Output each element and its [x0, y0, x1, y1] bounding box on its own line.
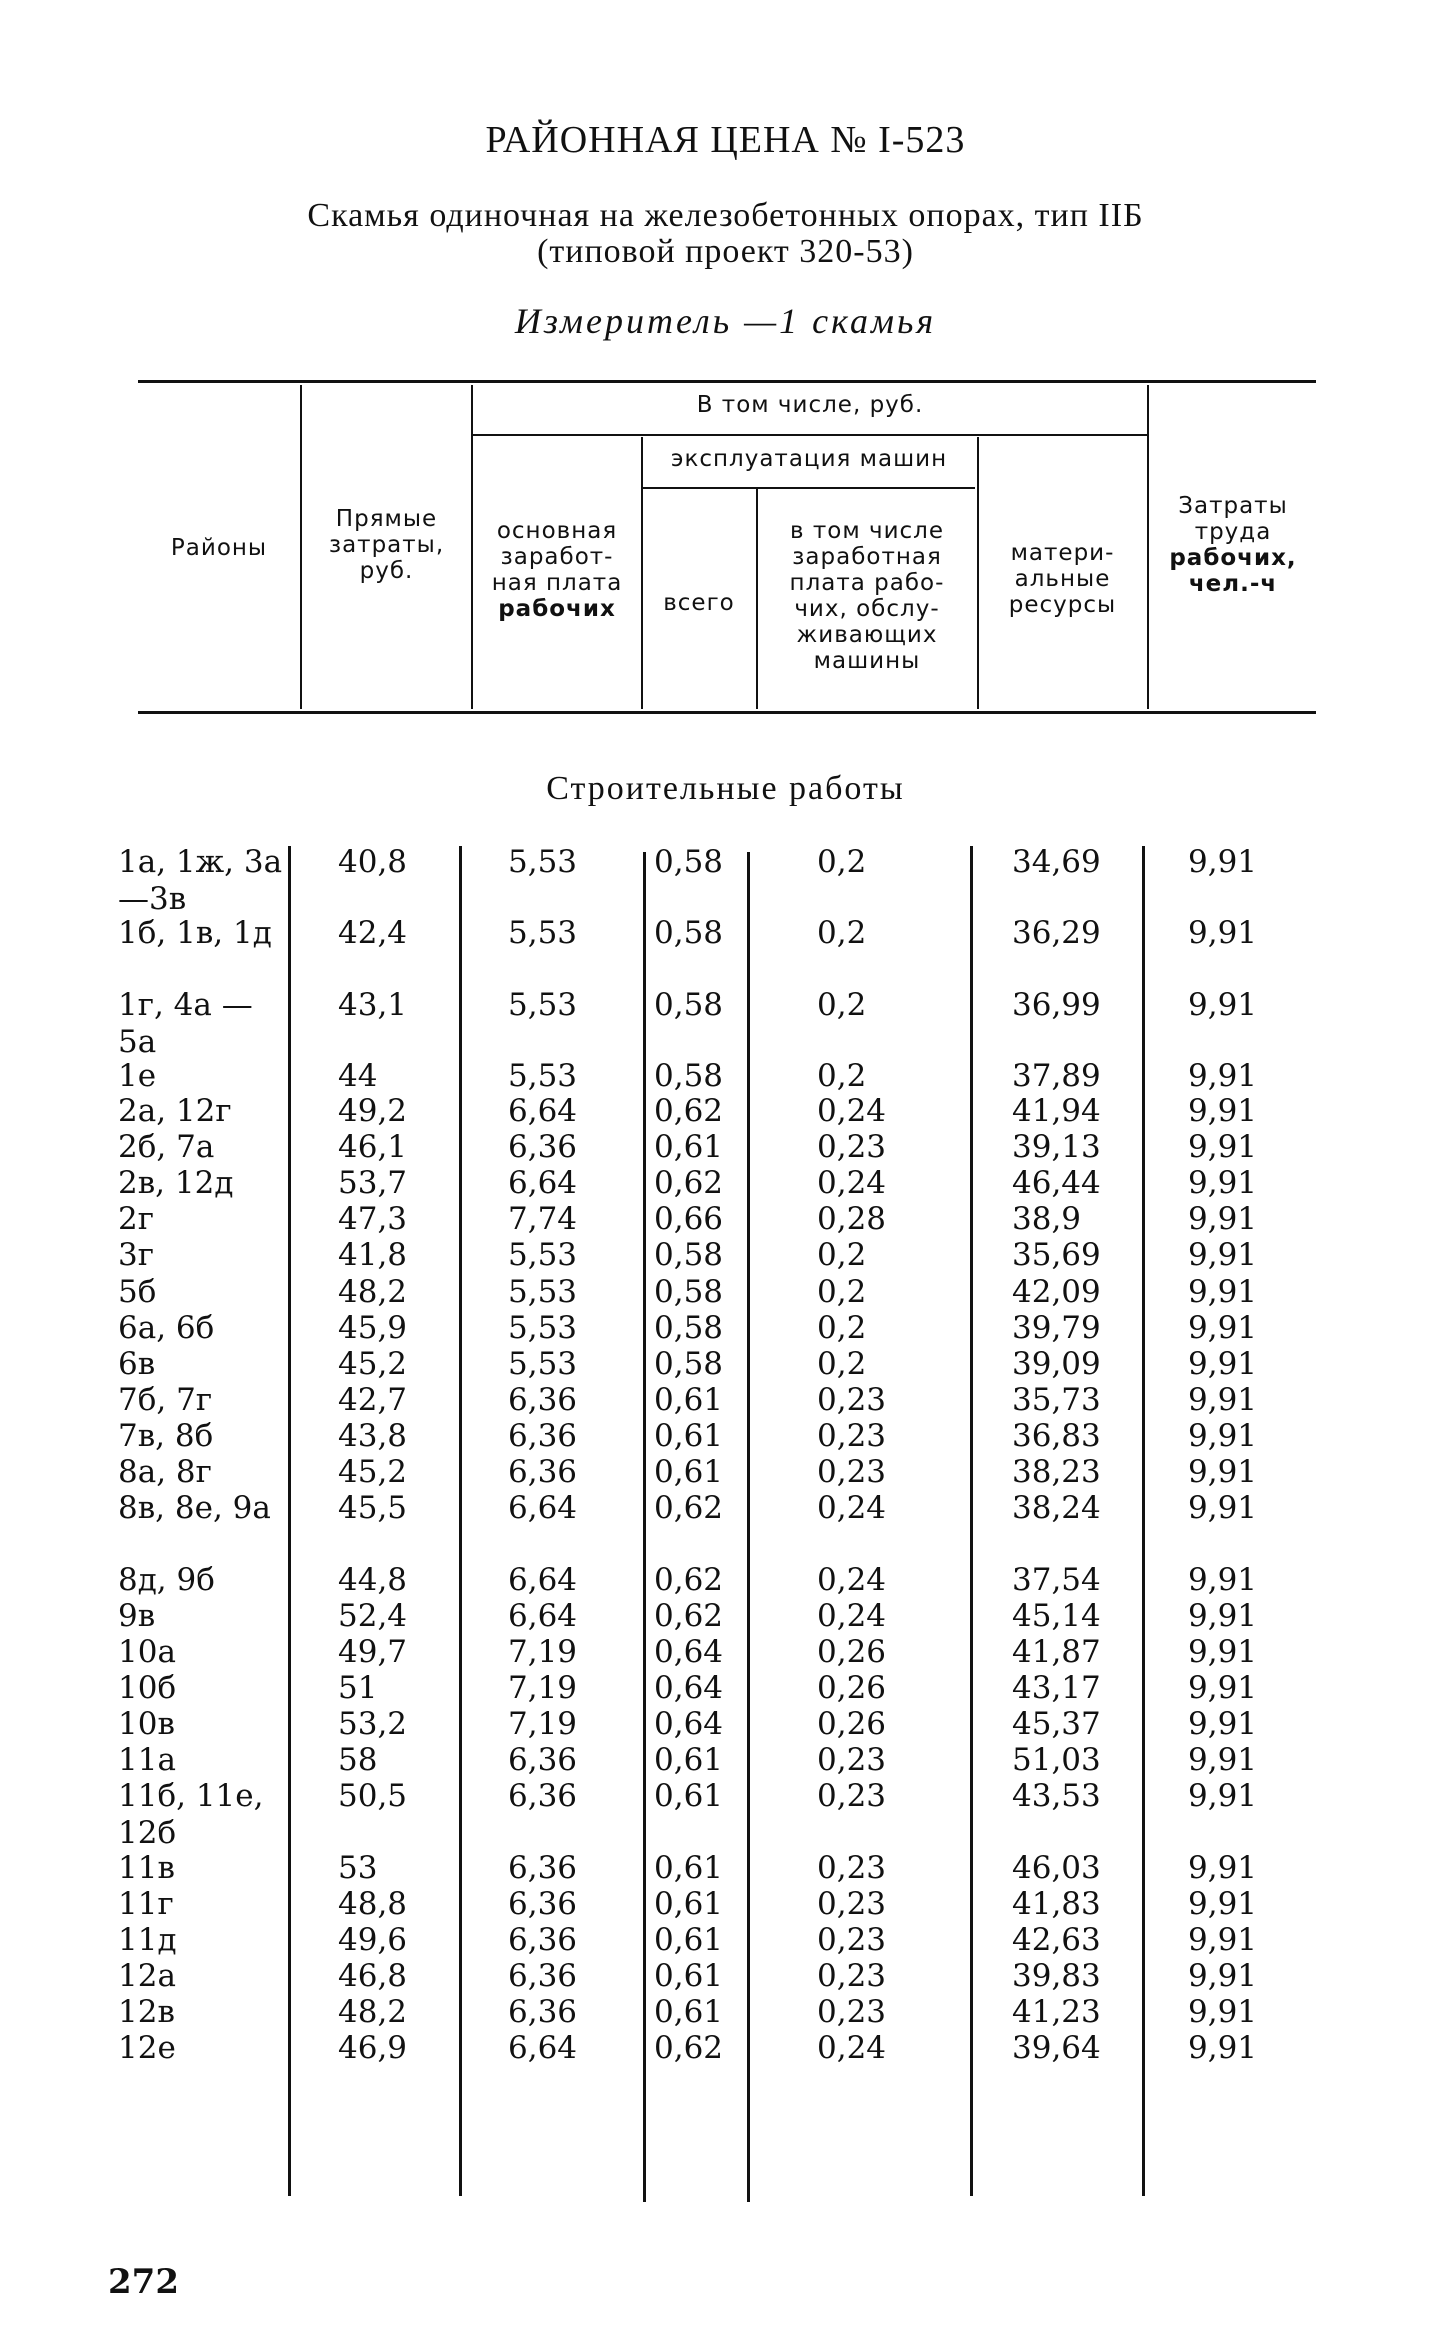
cell-base-wages: 7,19 — [508, 1634, 578, 1670]
cell-labor: 9,91 — [1188, 1958, 1258, 1994]
header-divider-6 — [1147, 385, 1149, 709]
cell-labor: 9,91 — [1188, 1994, 1258, 2030]
cell-labor: 9,91 — [1188, 1922, 1258, 1958]
cell-machine-wages: 0,23 — [817, 1922, 887, 1958]
cell-machine-wages: 0,23 — [817, 1778, 887, 1814]
cell-machine-wages: 0,2 — [817, 1237, 867, 1273]
col-header-base-wages-line: заработ- — [500, 544, 614, 570]
col-header-machine-wages-line: чих, обслу- — [794, 596, 940, 622]
cell-machines-total: 0,66 — [654, 1201, 724, 1237]
cell-machine-wages: 0,23 — [817, 1994, 887, 2030]
cell-base-wages: 6,36 — [508, 1850, 578, 1886]
body-divider-6 — [1142, 846, 1145, 2196]
cell-labor: 9,91 — [1188, 915, 1258, 951]
cell-machines-total: 0,61 — [654, 1454, 724, 1490]
cell-machine-wages: 0,26 — [817, 1706, 887, 1742]
cell-materials: 45,14 — [1012, 1598, 1101, 1634]
cell-machines-total: 0,58 — [654, 1274, 724, 1310]
cell-materials: 45,37 — [1012, 1706, 1101, 1742]
cell-region: 12е — [118, 2030, 176, 2066]
cell-materials: 39,79 — [1012, 1310, 1101, 1346]
cell-base-wages: 7,74 — [508, 1201, 578, 1237]
cell-materials: 41,94 — [1012, 1093, 1101, 1129]
cell-direct-costs: 53 — [338, 1850, 378, 1886]
cell-materials: 39,09 — [1012, 1346, 1101, 1382]
cell-machine-wages: 0,2 — [817, 1274, 867, 1310]
cell-machine-wages: 0,23 — [817, 1886, 887, 1922]
cell-direct-costs: 41,8 — [338, 1237, 408, 1273]
cell-region: 1е — [118, 1058, 157, 1094]
cell-machines-total: 0,64 — [654, 1634, 724, 1670]
page-title: РАЙОННАЯ ЦЕНА № I-523 — [485, 119, 966, 161]
cell-direct-costs: 48,2 — [338, 1994, 408, 2030]
cell-labor: 9,91 — [1188, 1562, 1258, 1598]
cell-direct-costs: 49,2 — [338, 1093, 408, 1129]
cell-machine-wages: 0,23 — [817, 1850, 887, 1886]
cell-labor: 9,91 — [1188, 1382, 1258, 1418]
body-divider-2 — [459, 846, 462, 2196]
col-header-machine-wages-line: машины — [813, 648, 921, 674]
col-header-machine-wages-line: живающих — [796, 622, 938, 648]
cell-base-wages: 5,53 — [508, 1274, 578, 1310]
unit-of-measure: Измеритель —1 скамья — [514, 301, 937, 341]
cell-machine-wages: 0,2 — [817, 1310, 867, 1346]
cell-direct-costs: 40,8 — [338, 844, 408, 880]
cell-direct-costs: 43,1 — [338, 987, 408, 1023]
cell-base-wages: 6,64 — [508, 1093, 578, 1129]
cell-region: 1г, 4а — 5а — [118, 987, 253, 1060]
cell-labor: 9,91 — [1188, 1165, 1258, 1201]
cell-direct-costs: 44 — [338, 1058, 378, 1094]
cell-machine-wages: 0,23 — [817, 1418, 887, 1454]
cell-machines-total: 0,62 — [654, 1598, 724, 1634]
cell-region: 11д — [118, 1922, 177, 1958]
header-divider-2 — [471, 385, 473, 709]
cell-base-wages: 6,64 — [508, 1165, 578, 1201]
cell-machine-wages: 0,2 — [817, 844, 867, 880]
cell-base-wages: 6,36 — [508, 1742, 578, 1778]
cell-base-wages: 6,64 — [508, 1562, 578, 1598]
cell-labor: 9,91 — [1188, 2030, 1258, 2066]
col-header-materials-line: матери- — [1010, 540, 1115, 566]
cell-region: 5б — [118, 1274, 157, 1310]
cell-machine-wages: 0,23 — [817, 1958, 887, 1994]
cell-labor: 9,91 — [1188, 1346, 1258, 1382]
cell-base-wages: 6,64 — [508, 1490, 578, 1526]
cell-machines-total: 0,58 — [654, 1058, 724, 1094]
subtitle-line-2: (типовой проект 320-53) — [537, 233, 914, 270]
cell-materials: 36,29 — [1012, 915, 1101, 951]
cell-machines-total: 0,64 — [654, 1706, 724, 1742]
cell-region: 7б, 7г — [118, 1382, 213, 1418]
cell-labor: 9,91 — [1188, 1706, 1258, 1742]
body-divider-3 — [643, 852, 646, 2202]
cell-base-wages: 5,53 — [508, 1058, 578, 1094]
col-header-base-wages — [474, 518, 640, 622]
cell-materials: 43,17 — [1012, 1670, 1101, 1706]
col-header-machines-total: всего — [663, 590, 735, 616]
cell-labor: 9,91 — [1188, 1490, 1258, 1526]
cell-region: 2б, 7а — [118, 1129, 215, 1165]
header-divider-1 — [300, 385, 302, 709]
cell-machines-total: 0,61 — [654, 1382, 724, 1418]
cell-materials: 41,23 — [1012, 1994, 1101, 2030]
cell-region: 12в — [118, 1994, 175, 2030]
cell-machines-total: 0,61 — [654, 1994, 724, 2030]
cell-direct-costs: 48,2 — [338, 1274, 408, 1310]
cell-base-wages: 6,36 — [508, 1886, 578, 1922]
cell-base-wages: 6,36 — [508, 1129, 578, 1165]
cell-machine-wages: 0,24 — [817, 1490, 887, 1526]
cell-base-wages: 5,53 — [508, 915, 578, 951]
cell-labor: 9,91 — [1188, 1454, 1258, 1490]
cell-direct-costs: 45,5 — [338, 1490, 408, 1526]
col-header-base-wages-line: основная — [496, 518, 618, 544]
col-header-direct-costs-line: затраты, — [328, 532, 445, 558]
cell-base-wages: 5,53 — [508, 987, 578, 1023]
col-header-materials-line: ресурсы — [1008, 592, 1117, 618]
cell-machine-wages: 0,23 — [817, 1382, 887, 1418]
cell-machines-total: 0,62 — [654, 1490, 724, 1526]
cell-labor: 9,91 — [1188, 1886, 1258, 1922]
cell-machine-wages: 0,24 — [817, 1598, 887, 1634]
cell-labor: 9,91 — [1188, 1129, 1258, 1165]
cell-machine-wages: 0,2 — [817, 1058, 867, 1094]
cell-machines-total: 0,58 — [654, 844, 724, 880]
cell-base-wages: 5,53 — [508, 844, 578, 880]
cell-labor: 9,91 — [1188, 1093, 1258, 1129]
subtitle-line-1: Скамья одиночная на железобетонных опорах, тип IIБ — [307, 197, 1144, 234]
cell-direct-costs: 49,6 — [338, 1922, 408, 1958]
cell-machine-wages: 0,2 — [817, 987, 867, 1023]
cell-direct-costs: 42,4 — [338, 915, 408, 951]
cell-materials: 37,54 — [1012, 1562, 1101, 1598]
cell-region: 7в, 8б — [118, 1418, 214, 1454]
cell-labor: 9,91 — [1188, 1634, 1258, 1670]
col-header-labor-line: рабочих, — [1169, 545, 1297, 571]
cell-base-wages: 6,64 — [508, 2030, 578, 2066]
cell-labor: 9,91 — [1188, 844, 1258, 880]
cell-region: 1а, 1ж, 3а —3в — [118, 844, 283, 917]
col-header-machine-wages-line: плата рабо- — [789, 570, 945, 596]
cell-labor: 9,91 — [1188, 987, 1258, 1023]
cell-machine-wages: 0,23 — [817, 1129, 887, 1165]
cell-base-wages: 6,36 — [508, 1994, 578, 2030]
cell-machine-wages: 0,24 — [817, 2030, 887, 2066]
cell-machines-total: 0,58 — [654, 987, 724, 1023]
cell-base-wages: 6,36 — [508, 1778, 578, 1814]
cell-materials: 34,69 — [1012, 844, 1101, 880]
cell-direct-costs: 49,7 — [338, 1634, 408, 1670]
cell-machines-total: 0,61 — [654, 1742, 724, 1778]
cell-region: 12а — [118, 1958, 176, 1994]
cell-region: 11г — [118, 1886, 174, 1922]
cell-base-wages: 5,53 — [508, 1310, 578, 1346]
cell-machine-wages: 0,24 — [817, 1165, 887, 1201]
cell-labor: 9,91 — [1188, 1598, 1258, 1634]
col-header-labor — [1150, 493, 1316, 597]
cell-machine-wages: 0,24 — [817, 1093, 887, 1129]
cell-materials: 39,64 — [1012, 2030, 1101, 2066]
cell-materials: 35,69 — [1012, 1237, 1101, 1273]
cell-materials: 37,89 — [1012, 1058, 1101, 1094]
cell-region: 9в — [118, 1598, 156, 1634]
cell-machines-total: 0,58 — [654, 1237, 724, 1273]
cell-materials: 36,83 — [1012, 1418, 1101, 1454]
cell-direct-costs: 51 — [338, 1670, 378, 1706]
cell-machine-wages: 0,26 — [817, 1670, 887, 1706]
cell-materials: 43,53 — [1012, 1778, 1101, 1814]
cell-materials: 38,23 — [1012, 1454, 1101, 1490]
col-header-base-wages-line: рабочих — [498, 596, 616, 622]
cell-direct-costs: 45,9 — [338, 1310, 408, 1346]
cell-labor: 9,91 — [1188, 1237, 1258, 1273]
cell-machines-total: 0,61 — [654, 1778, 724, 1814]
col-header-direct-costs-line: руб. — [359, 558, 414, 584]
cell-region: 10а — [118, 1634, 176, 1670]
cell-base-wages: 6,36 — [508, 1922, 578, 1958]
cell-labor: 9,91 — [1188, 1058, 1258, 1094]
cell-labor: 9,91 — [1188, 1310, 1258, 1346]
body-divider-4 — [747, 852, 750, 2202]
cell-labor: 9,91 — [1188, 1850, 1258, 1886]
cell-region: 6в — [118, 1346, 156, 1382]
header-bottom-rule — [138, 711, 1316, 714]
cell-base-wages: 5,53 — [508, 1346, 578, 1382]
cell-machines-total: 0,61 — [654, 1418, 724, 1454]
cell-machines-total: 0,62 — [654, 2030, 724, 2066]
page-number: 272 — [108, 2262, 179, 2302]
col-header-machine-wages — [758, 518, 976, 674]
cell-direct-costs: 46,8 — [338, 1958, 408, 1994]
section-title: Строительные работы — [546, 770, 905, 807]
group-machines-rule — [643, 487, 975, 489]
cell-region: 8д, 9б — [118, 1562, 215, 1598]
cell-labor: 9,91 — [1188, 1670, 1258, 1706]
cell-materials: 51,03 — [1012, 1742, 1101, 1778]
cell-machines-total: 0,58 — [654, 1346, 724, 1382]
cell-direct-costs: 45,2 — [338, 1346, 408, 1382]
cell-materials: 38,24 — [1012, 1490, 1101, 1526]
header-top-rule — [138, 380, 1316, 383]
cell-materials: 41,83 — [1012, 1886, 1101, 1922]
cell-direct-costs: 42,7 — [338, 1382, 408, 1418]
cell-materials: 46,03 — [1012, 1850, 1101, 1886]
cell-machine-wages: 0,28 — [817, 1201, 887, 1237]
cell-direct-costs: 44,8 — [338, 1562, 408, 1598]
cell-materials: 39,83 — [1012, 1958, 1101, 1994]
col-header-base-wages-line: ная плата — [491, 570, 623, 596]
body-divider-5 — [970, 846, 973, 2196]
cell-materials: 36,99 — [1012, 987, 1101, 1023]
cell-machines-total: 0,61 — [654, 1922, 724, 1958]
cell-labor: 9,91 — [1188, 1778, 1258, 1814]
cell-region: 11в — [118, 1850, 175, 1886]
cell-direct-costs: 46,1 — [338, 1129, 408, 1165]
cell-materials: 39,13 — [1012, 1129, 1101, 1165]
cell-region: 10б — [118, 1670, 177, 1706]
cell-base-wages: 6,36 — [508, 1418, 578, 1454]
cell-labor: 9,91 — [1188, 1418, 1258, 1454]
cell-base-wages: 6,36 — [508, 1382, 578, 1418]
col-header-machine-wages-line: в том числе — [789, 518, 945, 544]
cell-region: 11б, 11е, 12б — [118, 1778, 264, 1851]
col-header-direct-costs-line: Прямые — [335, 506, 438, 532]
cell-machines-total: 0,58 — [654, 915, 724, 951]
cell-direct-costs: 46,9 — [338, 2030, 408, 2066]
cell-region: 3г — [118, 1237, 154, 1273]
cell-labor: 9,91 — [1188, 1274, 1258, 1310]
cell-machines-total: 0,62 — [654, 1165, 724, 1201]
group-header-machines: эксплуатация машин — [670, 446, 948, 472]
group-header-including: В том числе, руб. — [696, 392, 924, 418]
cell-machines-total: 0,61 — [654, 1958, 724, 1994]
cell-region: 2а, 12г — [118, 1093, 232, 1129]
cell-materials: 42,09 — [1012, 1274, 1101, 1310]
cell-direct-costs: 43,8 — [338, 1418, 408, 1454]
col-header-labor-line: Затраты — [1178, 493, 1288, 519]
col-header-materials-line: альные — [1014, 566, 1111, 592]
col-header-labor-line: труда — [1194, 519, 1272, 545]
cell-direct-costs: 50,5 — [338, 1778, 408, 1814]
cell-region: 6а, 6б — [118, 1310, 215, 1346]
col-header-machine-wages-line: заработная — [792, 544, 942, 570]
col-header-labor-line: чел.-ч — [1188, 571, 1278, 597]
cell-direct-costs: 53,7 — [338, 1165, 408, 1201]
cell-base-wages: 6,36 — [508, 1958, 578, 1994]
cell-direct-costs: 52,4 — [338, 1598, 408, 1634]
cell-materials: 38,9 — [1012, 1201, 1082, 1237]
cell-region: 1б, 1в, 1д — [118, 915, 272, 951]
cell-base-wages: 7,19 — [508, 1670, 578, 1706]
cell-base-wages: 7,19 — [508, 1706, 578, 1742]
cell-region: 2в, 12д — [118, 1165, 234, 1201]
cell-base-wages: 5,53 — [508, 1237, 578, 1273]
cell-machines-total: 0,62 — [654, 1562, 724, 1598]
cell-base-wages: 6,64 — [508, 1598, 578, 1634]
cell-machine-wages: 0,26 — [817, 1634, 887, 1670]
cell-machine-wages: 0,23 — [817, 1454, 887, 1490]
cell-machines-total: 0,64 — [654, 1670, 724, 1706]
cell-machine-wages: 0,23 — [817, 1742, 887, 1778]
cell-machines-total: 0,61 — [654, 1850, 724, 1886]
col-header-materials — [979, 540, 1146, 618]
cell-machines-total: 0,61 — [654, 1129, 724, 1165]
cell-machines-total: 0,61 — [654, 1886, 724, 1922]
cell-region: 8а, 8г — [118, 1454, 212, 1490]
cell-region: 11а — [118, 1742, 176, 1778]
cell-region: 10в — [118, 1706, 175, 1742]
cell-region: 8в, 8е, 9а — [118, 1490, 271, 1526]
cell-base-wages: 6,36 — [508, 1454, 578, 1490]
cell-materials: 42,63 — [1012, 1922, 1101, 1958]
cell-labor: 9,91 — [1188, 1742, 1258, 1778]
cell-direct-costs: 58 — [338, 1742, 378, 1778]
cell-machines-total: 0,58 — [654, 1310, 724, 1346]
cell-machine-wages: 0,2 — [817, 915, 867, 951]
cell-labor: 9,91 — [1188, 1201, 1258, 1237]
cell-materials: 41,87 — [1012, 1634, 1101, 1670]
col-header-regions: Районы — [170, 535, 268, 561]
cell-direct-costs: 53,2 — [338, 1706, 408, 1742]
cell-region: 2г — [118, 1201, 154, 1237]
col-header-direct-costs — [304, 506, 469, 584]
cell-machines-total: 0,62 — [654, 1093, 724, 1129]
cell-direct-costs: 48,8 — [338, 1886, 408, 1922]
cell-direct-costs: 47,3 — [338, 1201, 408, 1237]
cell-materials: 35,73 — [1012, 1382, 1101, 1418]
cell-direct-costs: 45,2 — [338, 1454, 408, 1490]
cell-machine-wages: 0,24 — [817, 1562, 887, 1598]
header-divider-3 — [641, 437, 643, 709]
cell-materials: 46,44 — [1012, 1165, 1101, 1201]
group-including-rule — [473, 434, 1147, 436]
cell-machine-wages: 0,2 — [817, 1346, 867, 1382]
